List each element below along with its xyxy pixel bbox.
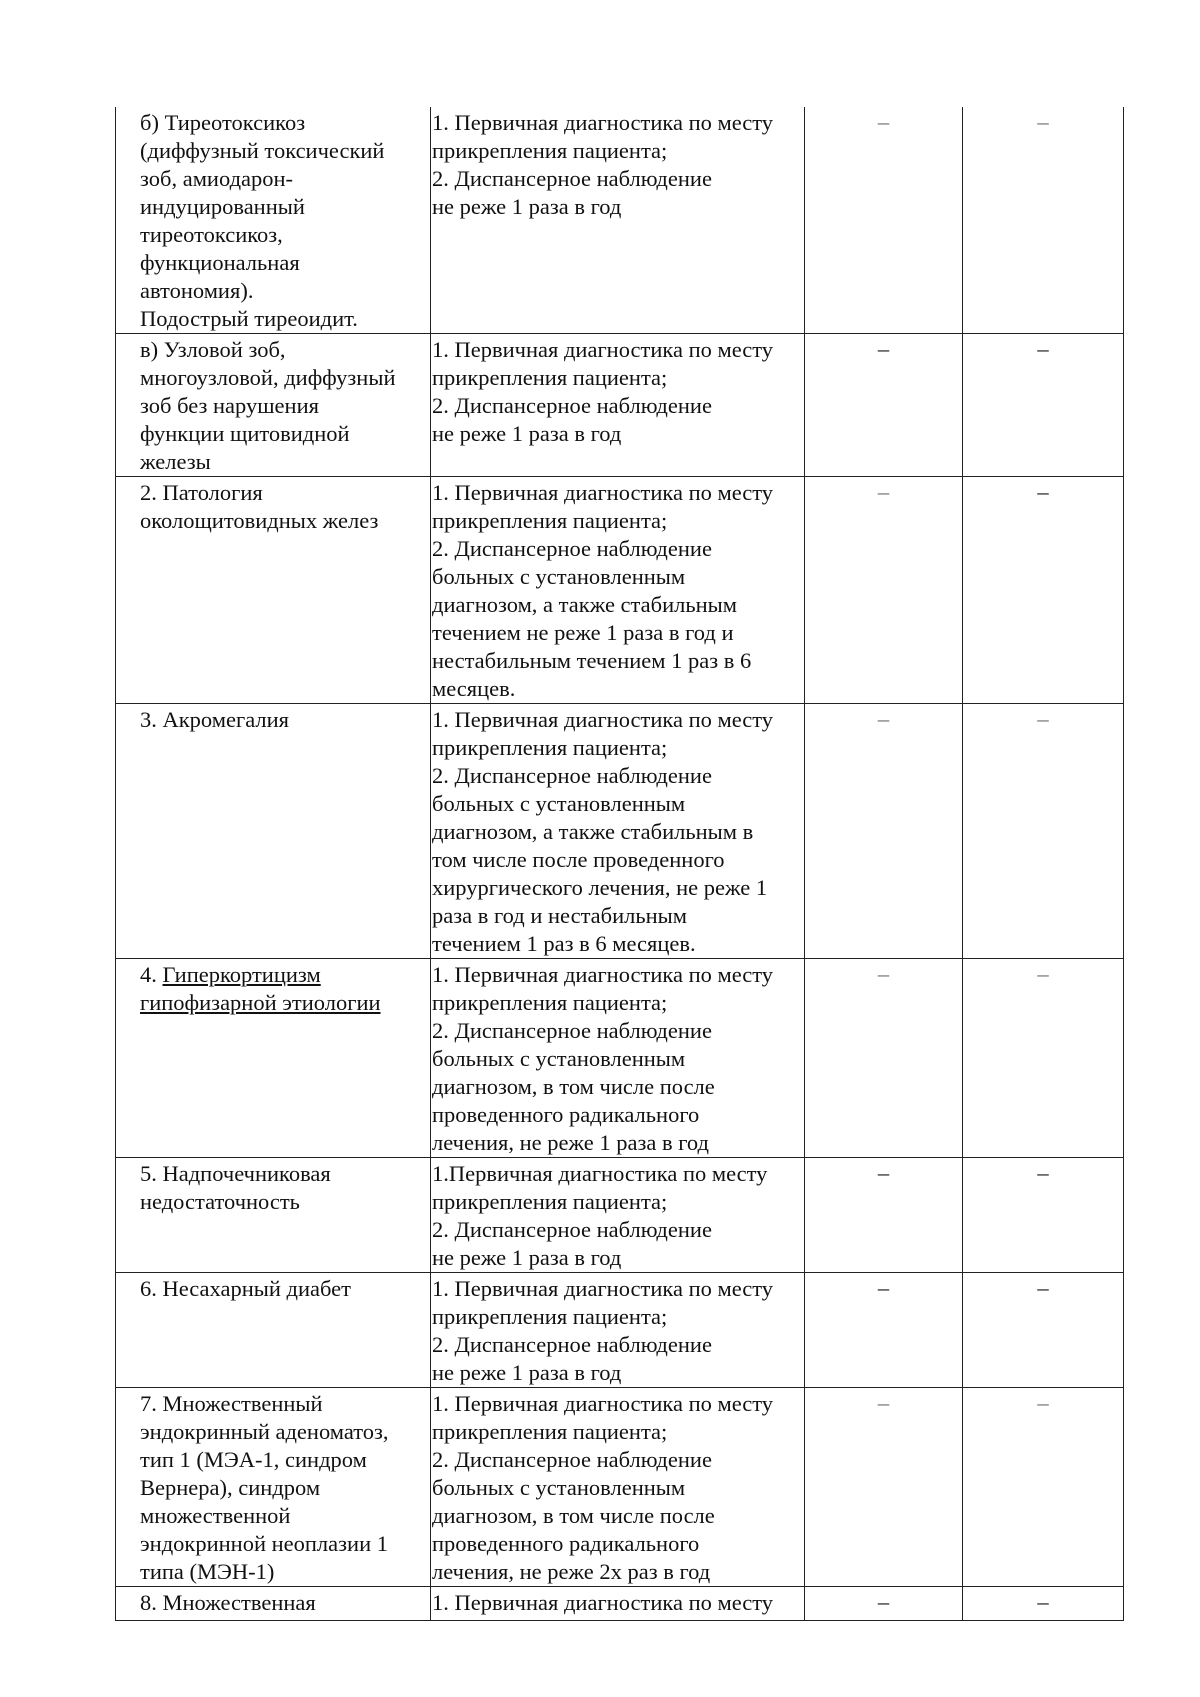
dash-mark: – — [877, 1160, 890, 1185]
condition-text — [140, 961, 422, 1017]
condition-cell — [116, 107, 431, 334]
actions-cell — [431, 107, 805, 334]
dash-mark: – — [1037, 1275, 1049, 1300]
dash-mark: – — [877, 1275, 890, 1300]
table-row — [116, 477, 1124, 704]
actions-text: 1. Первичная диагностика по месту прикрепления пациента; 2. Диспансерное наблюдение больных с установленным диагнозом, а также стабильным в том числе после проведенного хирургического лечения, не реже 1 раза в год и нестабильным течением 1 раз в 6 месяцев. — [432, 707, 774, 956]
col4-cell — [963, 477, 1124, 704]
condition-text: 7. Множественный эндокринный аденоматоз, тип 1 (МЭА-1, синдром Вернера), синдром множественной эндокринной неоплазии 1 типа (МЭН-1) — [140, 1391, 389, 1584]
actions-cell — [431, 1158, 805, 1273]
col3-cell — [805, 1587, 963, 1621]
actions-text: 1. Первичная диагностика по месту прикрепления пациента; 2. Диспансерное наблюдение больных с установленным диагнозом, в том числе после проведенного радикального лечения, не реже 1 раза в год — [432, 962, 774, 1155]
actions-cell — [431, 1587, 805, 1621]
dash-mark: – — [877, 1390, 890, 1415]
condition-cell — [116, 704, 431, 959]
col3-cell — [805, 1273, 963, 1388]
actions-cell — [431, 959, 805, 1158]
dash-mark: – — [1037, 109, 1049, 134]
table-row — [116, 959, 1124, 1158]
actions-cell — [431, 1388, 805, 1587]
dash-mark: – — [877, 961, 890, 986]
table-row — [116, 1388, 1124, 1587]
table-row — [116, 704, 1124, 959]
dash-mark: – — [877, 706, 890, 731]
dash-mark: – — [1037, 706, 1049, 731]
col4-cell — [963, 704, 1124, 959]
actions-text: 1. Первичная диагностика по месту — [432, 1590, 774, 1615]
actions-text: 1. Первичная диагностика по месту прикрепления пациента; 2. Диспансерное наблюдение не реже 1 раза в год — [432, 110, 774, 219]
col4-cell — [963, 959, 1124, 1158]
condition-cell — [116, 1587, 431, 1621]
actions-cell — [431, 1273, 805, 1388]
col4-cell — [963, 107, 1124, 334]
condition-number: 4. — [140, 962, 163, 987]
col4-cell — [963, 1158, 1124, 1273]
dash-mark: – — [877, 109, 890, 134]
actions-text: 1. Первичная диагностика по месту прикрепления пациента; 2. Диспансерное наблюдение не реже 1 раза в год — [432, 337, 774, 446]
dash-mark: – — [1037, 1160, 1049, 1185]
dash-mark: – — [1037, 1390, 1049, 1415]
dash-mark: – — [1037, 961, 1049, 986]
condition-text: 3. Акромегалия — [140, 707, 290, 732]
table-row — [116, 1158, 1124, 1273]
condition-text: б) Тиреотоксикоз (диффузный токсический зоб, амиодарон- индуцированный тиреотоксикоз, функциональная автономия). Подострый тиреоидит. — [140, 110, 385, 331]
disease-table — [115, 107, 1124, 1621]
table-row — [116, 1587, 1124, 1621]
actions-text: 1. Первичная диагностика по месту прикрепления пациента; 2. Диспансерное наблюдение больных с установленным диагнозом, в том числе после проведенного радикального лечения, не реже 2х раз в год — [432, 1391, 774, 1584]
condition-cell — [116, 1388, 431, 1587]
actions-cell — [431, 334, 805, 477]
condition-text: 2. Патология околощитовидных желез — [140, 480, 379, 533]
dash-mark: – — [877, 1589, 890, 1614]
col3-cell — [805, 334, 963, 477]
col4-cell — [963, 1273, 1124, 1388]
col3-cell — [805, 1158, 963, 1273]
dash-mark: – — [877, 336, 890, 361]
condition-cell — [116, 477, 431, 704]
table-row — [116, 107, 1124, 334]
actions-text: 1. Первичная диагностика по месту прикрепления пациента; 2. Диспансерное наблюдение больных с установленным диагнозом, а также стабильным течением не реже 1 раза в год и нестабильным течением 1 раз в 6 месяцев. — [432, 480, 774, 701]
dash-mark: – — [1037, 1589, 1049, 1614]
col4-cell — [963, 334, 1124, 477]
condition-cell — [116, 334, 431, 477]
dash-mark: – — [1037, 479, 1049, 504]
dash-mark: – — [877, 479, 890, 504]
col4-cell — [963, 1388, 1124, 1587]
actions-cell — [431, 477, 805, 704]
condition-underlined-text: Гиперкортицизм гипофизарной этиологии — [140, 962, 381, 1015]
actions-text: 1. Первичная диагностика по месту прикрепления пациента; 2. Диспансерное наблюдение не реже 1 раза в год — [432, 1276, 774, 1385]
col3-cell — [805, 704, 963, 959]
condition-text: 5. Надпочечниковая недостаточность — [140, 1161, 331, 1214]
col3-cell — [805, 107, 963, 334]
condition-cell — [116, 1158, 431, 1273]
table-row — [116, 334, 1124, 477]
condition-text: 6. Несахарный диабет — [140, 1276, 352, 1301]
col4-cell — [963, 1587, 1124, 1621]
condition-text: 8. Множественная — [140, 1590, 316, 1615]
dash-mark: – — [1037, 336, 1049, 361]
condition-cell — [116, 959, 431, 1158]
col3-cell — [805, 959, 963, 1158]
table-row — [116, 1273, 1124, 1388]
actions-cell — [431, 704, 805, 959]
actions-text: 1.Первичная диагностика по месту прикрепления пациента; 2. Диспансерное наблюдение не реже 1 раза в год — [432, 1161, 768, 1270]
col3-cell — [805, 477, 963, 704]
col3-cell — [805, 1388, 963, 1587]
condition-cell — [116, 1273, 431, 1388]
condition-text: в) Узловой зоб, многоузловой, диффузный зоб без нарушения функции щитовидной железы — [140, 337, 396, 474]
